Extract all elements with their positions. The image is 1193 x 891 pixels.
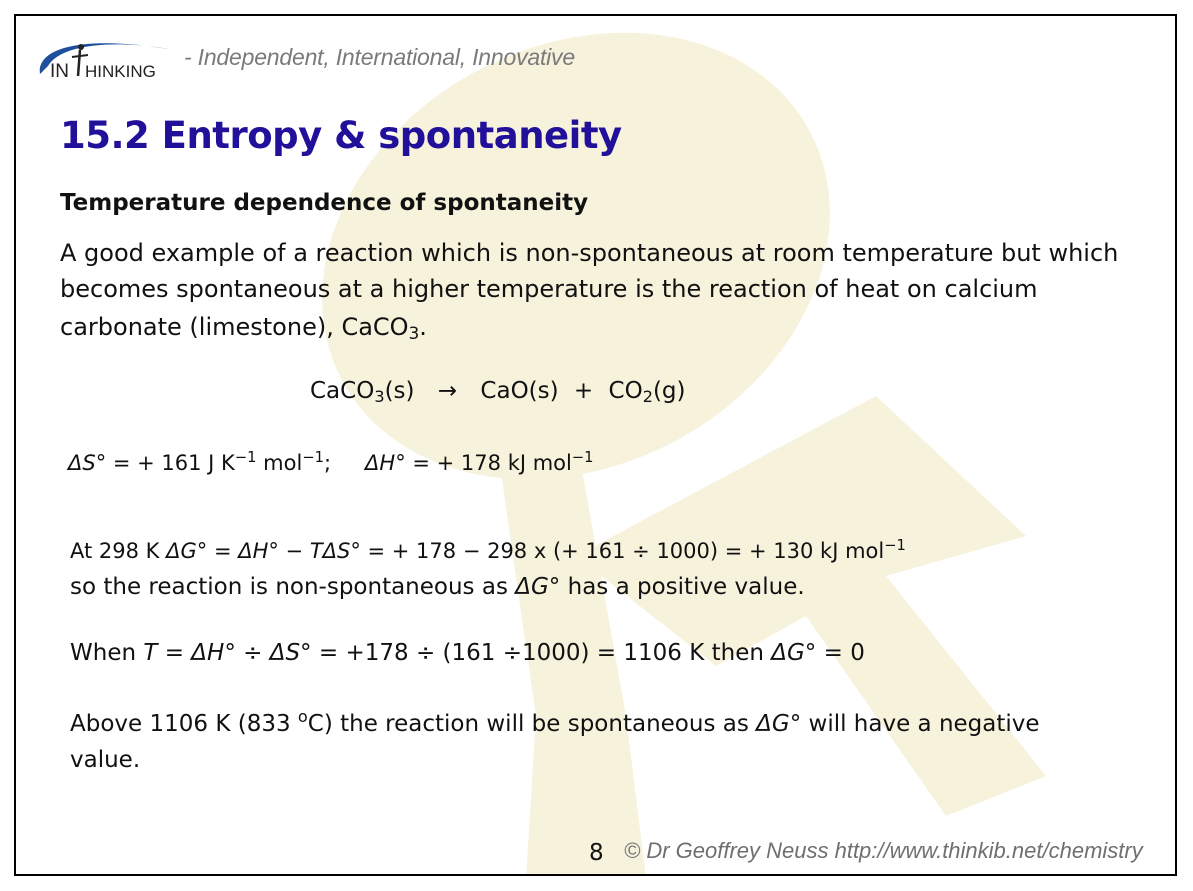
calc-298-line1 [70,536,906,563]
delta-s-exp2: −1 [302,448,324,466]
inthinking-logo [32,28,172,88]
delta-s-mol: mol [256,451,303,475]
eq-reactant: CaCO [310,378,375,404]
eq-product2-state: (g) [652,378,686,404]
calc-t-line [70,640,865,666]
conclusion-c: will have a negative [801,711,1040,737]
intro-subscript: 3 [408,323,420,344]
calc-298-line2-b: has a positive value. [560,574,805,600]
conclusion-line1 [70,707,1040,737]
eq-product2-sub: 2 [642,387,653,407]
eq-reactant-state: (s) [384,378,415,404]
calc-298-prefix: At 298 K [70,539,167,563]
eq-product2: CO [608,378,643,404]
intro-end: . [419,313,427,341]
calc-t-sym: ΔG° [771,640,817,666]
delta-s-exp1: −1 [234,448,257,466]
calc-298-line2-a: so the reaction is non-spontaneous as [70,574,516,600]
logo-text-in: IN [50,61,69,82]
calc-298-exp: −1 [884,536,906,554]
intro-line-3 [60,309,427,345]
chemical-equation [310,378,686,407]
delta-h-exp: −1 [571,448,594,466]
conclusion-b: C) the reaction will be spontaneous as [307,711,757,737]
intro-line-2: becomes spontaneous at a higher temperature is the reaction of heat on calcium [60,275,1038,303]
logo-figure-head [78,44,84,50]
calc-t-expr: T = ΔH° ÷ ΔS° [143,640,312,666]
slide-title: 15.2 Entropy & spontaneity [60,114,622,157]
logo-figure-stem [78,50,80,76]
calc-298-rest: = + 178 − 298 x (+ 161 ÷ 1000) = + 130 kJ mol [360,539,885,563]
delta-s-symbol: ΔS [68,451,96,475]
values-separator: ; [323,451,332,475]
eq-reactant-sub: 3 [374,387,385,407]
intro-line-1: A good example of a reaction which is non-spontaneous at room temperature but which [60,239,1119,267]
calc-298-expr: ΔG° = ΔH° − TΔS° [166,539,361,563]
copyright-text: © Dr Geoffrey Neuss http://www.thinkib.net/chemistry [624,838,1143,863]
conclusion-sym: ΔG° [756,711,802,737]
delta-h-symbol: ΔH [365,451,396,475]
conclusion-deg: o [297,707,308,727]
calc-298-line2-sym: ΔG° [515,574,561,600]
conclusion-a: Above 1106 K (833 [70,711,298,737]
watermark-arrow-shape [576,396,1046,816]
conclusion-line2: value. [70,747,141,773]
eq-arrow: → [437,378,458,404]
eq-plus: + [573,378,594,404]
calc-t-prefix: When [70,640,144,666]
page-number: 8 [589,840,604,866]
logo-text-hinking: HINKING [85,62,156,81]
section-subtitle: Temperature dependence of spontaneity [60,190,589,216]
delta-s-text: ° = + 161 J K [95,451,235,475]
intro-text: carbonate (limestone), CaCO [60,313,409,341]
slide [14,14,1177,876]
delta-h-text: ° = + 178 kJ mol [395,451,572,475]
calc-t-end: = 0 [816,640,865,666]
eq-product1: CaO(s) [480,378,559,404]
logo-figure-arms [72,55,88,57]
calc-298-line2 [70,574,805,600]
calc-t-rest: = +178 ÷ (161 ÷1000) = 1106 K then [311,640,772,666]
tagline: - Independent, International, Innovative [184,44,575,70]
thermo-values [68,448,594,475]
